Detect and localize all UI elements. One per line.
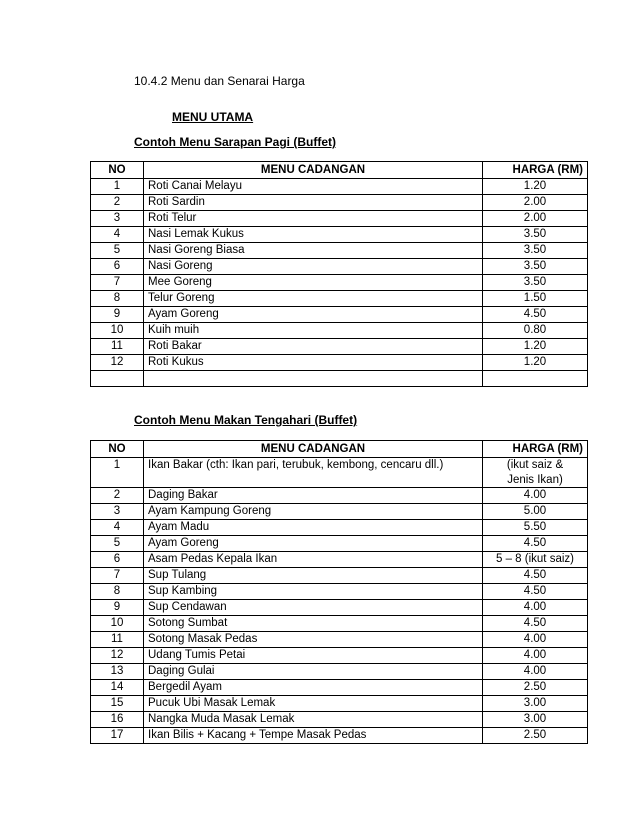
- cell-price: 3.00: [483, 696, 588, 712]
- cell-no: 12: [91, 355, 144, 371]
- cell-no: 6: [91, 259, 144, 275]
- cell-price: [483, 371, 588, 387]
- cell-no: 17: [91, 728, 144, 744]
- table-row: [91, 520, 588, 536]
- table-row: [91, 307, 588, 323]
- cell-item: Ayam Kampung Goreng: [144, 504, 483, 520]
- cell-no: 12: [91, 648, 144, 664]
- cell-no: 5: [91, 243, 144, 259]
- cell-price: 2.50: [483, 680, 588, 696]
- cell-no: 4: [91, 227, 144, 243]
- cell-item: Ayam Madu: [144, 520, 483, 536]
- table-row: [91, 584, 588, 600]
- cell-item: Pucuk Ubi Masak Lemak: [144, 696, 483, 712]
- lunch-menu-table: [90, 440, 588, 744]
- cell-no: 14: [91, 680, 144, 696]
- cell-price: [483, 458, 588, 488]
- cell-item: Sup Cendawan: [144, 600, 483, 616]
- cell-item: Roti Canai Melayu: [144, 179, 483, 195]
- cell-no: 7: [91, 568, 144, 584]
- cell-item: Nasi Goreng Biasa: [144, 243, 483, 259]
- lunch-table-body: [91, 458, 588, 744]
- table-row: [91, 536, 588, 552]
- cell-item: Ayam Goreng: [144, 307, 483, 323]
- table-row: [91, 488, 588, 504]
- header-price: HARGA (RM): [483, 162, 588, 179]
- table-row: [91, 728, 588, 744]
- cell-price: 4.00: [483, 488, 588, 504]
- cell-price: 3.50: [483, 275, 588, 291]
- cell-price: 3.50: [483, 259, 588, 275]
- breakfast-table-body: [91, 179, 588, 387]
- cell-no: 11: [91, 339, 144, 355]
- cell-item: Mee Goreng: [144, 275, 483, 291]
- cell-price: 5 – 8 (ikut saiz): [483, 552, 588, 568]
- cell-no: 8: [91, 584, 144, 600]
- cell-price: 4.00: [483, 600, 588, 616]
- header-no: NO: [91, 162, 144, 179]
- cell-price: 4.50: [483, 536, 588, 552]
- header-price: HARGA (RM): [483, 441, 588, 458]
- cell-item: Sotong Masak Pedas: [144, 632, 483, 648]
- table-row: [91, 568, 588, 584]
- cell-no: 8: [91, 291, 144, 307]
- table-row: [91, 648, 588, 664]
- cell-no: 7: [91, 275, 144, 291]
- cell-item: Asam Pedas Kepala Ikan: [144, 552, 483, 568]
- price-note-line-2: Jenis Ikan): [507, 473, 563, 486]
- cell-price: 1.20: [483, 355, 588, 371]
- cell-item: Nasi Lemak Kukus: [144, 227, 483, 243]
- cell-price: 4.00: [483, 648, 588, 664]
- table-header-row: [91, 162, 588, 179]
- cell-price: 2.00: [483, 211, 588, 227]
- table-row: [91, 355, 588, 371]
- cell-item: Sup Kambing: [144, 584, 483, 600]
- cell-no: 6: [91, 552, 144, 568]
- cell-item: Roti Kukus: [144, 355, 483, 371]
- cell-item: [144, 371, 483, 387]
- table-row: [91, 680, 588, 696]
- table-row: [91, 616, 588, 632]
- cell-price: 4.50: [483, 616, 588, 632]
- cell-no: 10: [91, 323, 144, 339]
- section-title: 10.4.2 Menu dan Senarai Harga: [134, 74, 305, 88]
- cell-price: 3.00: [483, 712, 588, 728]
- cell-price: 5.00: [483, 504, 588, 520]
- cell-no: 5: [91, 536, 144, 552]
- cell-no: 1: [91, 179, 144, 195]
- cell-no: [91, 371, 144, 387]
- price-note-line-1: (ikut saiz &: [506, 459, 564, 471]
- header-menu: MENU CADANGAN: [144, 441, 483, 458]
- cell-item: Sup Tulang: [144, 568, 483, 584]
- cell-no: 2: [91, 488, 144, 504]
- table-row: [91, 259, 588, 275]
- cell-item: Roti Sardin: [144, 195, 483, 211]
- cell-no: 11: [91, 632, 144, 648]
- table-header-row: [91, 441, 588, 458]
- cell-no: 15: [91, 696, 144, 712]
- lunch-menu-title: Contoh Menu Makan Tengahari (Buffet): [134, 413, 358, 427]
- table-row: [91, 339, 588, 355]
- header-no: NO: [91, 441, 144, 458]
- cell-price: 4.50: [483, 568, 588, 584]
- cell-item: Daging Gulai: [144, 664, 483, 680]
- cell-no: 4: [91, 520, 144, 536]
- table-row: [91, 504, 588, 520]
- table-row: [91, 664, 588, 680]
- cell-price: 5.50: [483, 520, 588, 536]
- cell-item: Roti Telur: [144, 211, 483, 227]
- breakfast-menu-title: Contoh Menu Sarapan Pagi (Buffet): [134, 135, 336, 149]
- table-row: [91, 632, 588, 648]
- cell-no: 3: [91, 211, 144, 227]
- main-heading: MENU UTAMA: [172, 110, 254, 124]
- cell-price: 2.00: [483, 195, 588, 211]
- cell-price: 4.50: [483, 584, 588, 600]
- cell-item: Nangka Muda Masak Lemak: [144, 712, 483, 728]
- cell-price: 0.80: [483, 323, 588, 339]
- table-row: [91, 712, 588, 728]
- cell-price: 2.50: [483, 728, 588, 744]
- cell-item: Bergedil Ayam: [144, 680, 483, 696]
- cell-item: Roti Bakar: [144, 339, 483, 355]
- cell-item: Nasi Goreng: [144, 259, 483, 275]
- cell-price: 4.50: [483, 307, 588, 323]
- table-row: [91, 243, 588, 259]
- table-row: [91, 275, 588, 291]
- table-row: [91, 323, 588, 339]
- breakfast-menu-table: [90, 161, 588, 387]
- cell-item: Telur Goreng: [144, 291, 483, 307]
- cell-item: Ikan Bakar (cth: Ikan pari, terubuk, kembong, cencaru dll.): [144, 458, 483, 488]
- table-row: [91, 211, 588, 227]
- cell-price: 1.20: [483, 179, 588, 195]
- table-row: [91, 600, 588, 616]
- table-row: [91, 195, 588, 211]
- cell-item: Udang Tumis Petai: [144, 648, 483, 664]
- cell-no: 10: [91, 616, 144, 632]
- cell-no: 9: [91, 307, 144, 323]
- cell-item: Kuih muih: [144, 323, 483, 339]
- cell-no: 16: [91, 712, 144, 728]
- cell-item: Ayam Goreng: [144, 536, 483, 552]
- table-row: [91, 179, 588, 195]
- cell-item: Daging Bakar: [144, 488, 483, 504]
- cell-price: 4.00: [483, 664, 588, 680]
- cell-no: 3: [91, 504, 144, 520]
- cell-price: 3.50: [483, 243, 588, 259]
- cell-price: 1.50: [483, 291, 588, 307]
- table-row: [91, 552, 588, 568]
- table-row: [91, 227, 588, 243]
- cell-item: Ikan Bilis + Kacang + Tempe Masak Pedas: [144, 728, 483, 744]
- table-row: [91, 291, 588, 307]
- table-row: [91, 371, 588, 387]
- cell-no: 2: [91, 195, 144, 211]
- table-row: [91, 458, 588, 488]
- cell-no: 13: [91, 664, 144, 680]
- cell-price: 4.00: [483, 632, 588, 648]
- table-row: [91, 696, 588, 712]
- header-menu: MENU CADANGAN: [144, 162, 483, 179]
- cell-no: 1: [91, 458, 144, 488]
- cell-item: Sotong Sumbat: [144, 616, 483, 632]
- cell-no: 9: [91, 600, 144, 616]
- cell-price: 3.50: [483, 227, 588, 243]
- cell-price: 1.20: [483, 339, 588, 355]
